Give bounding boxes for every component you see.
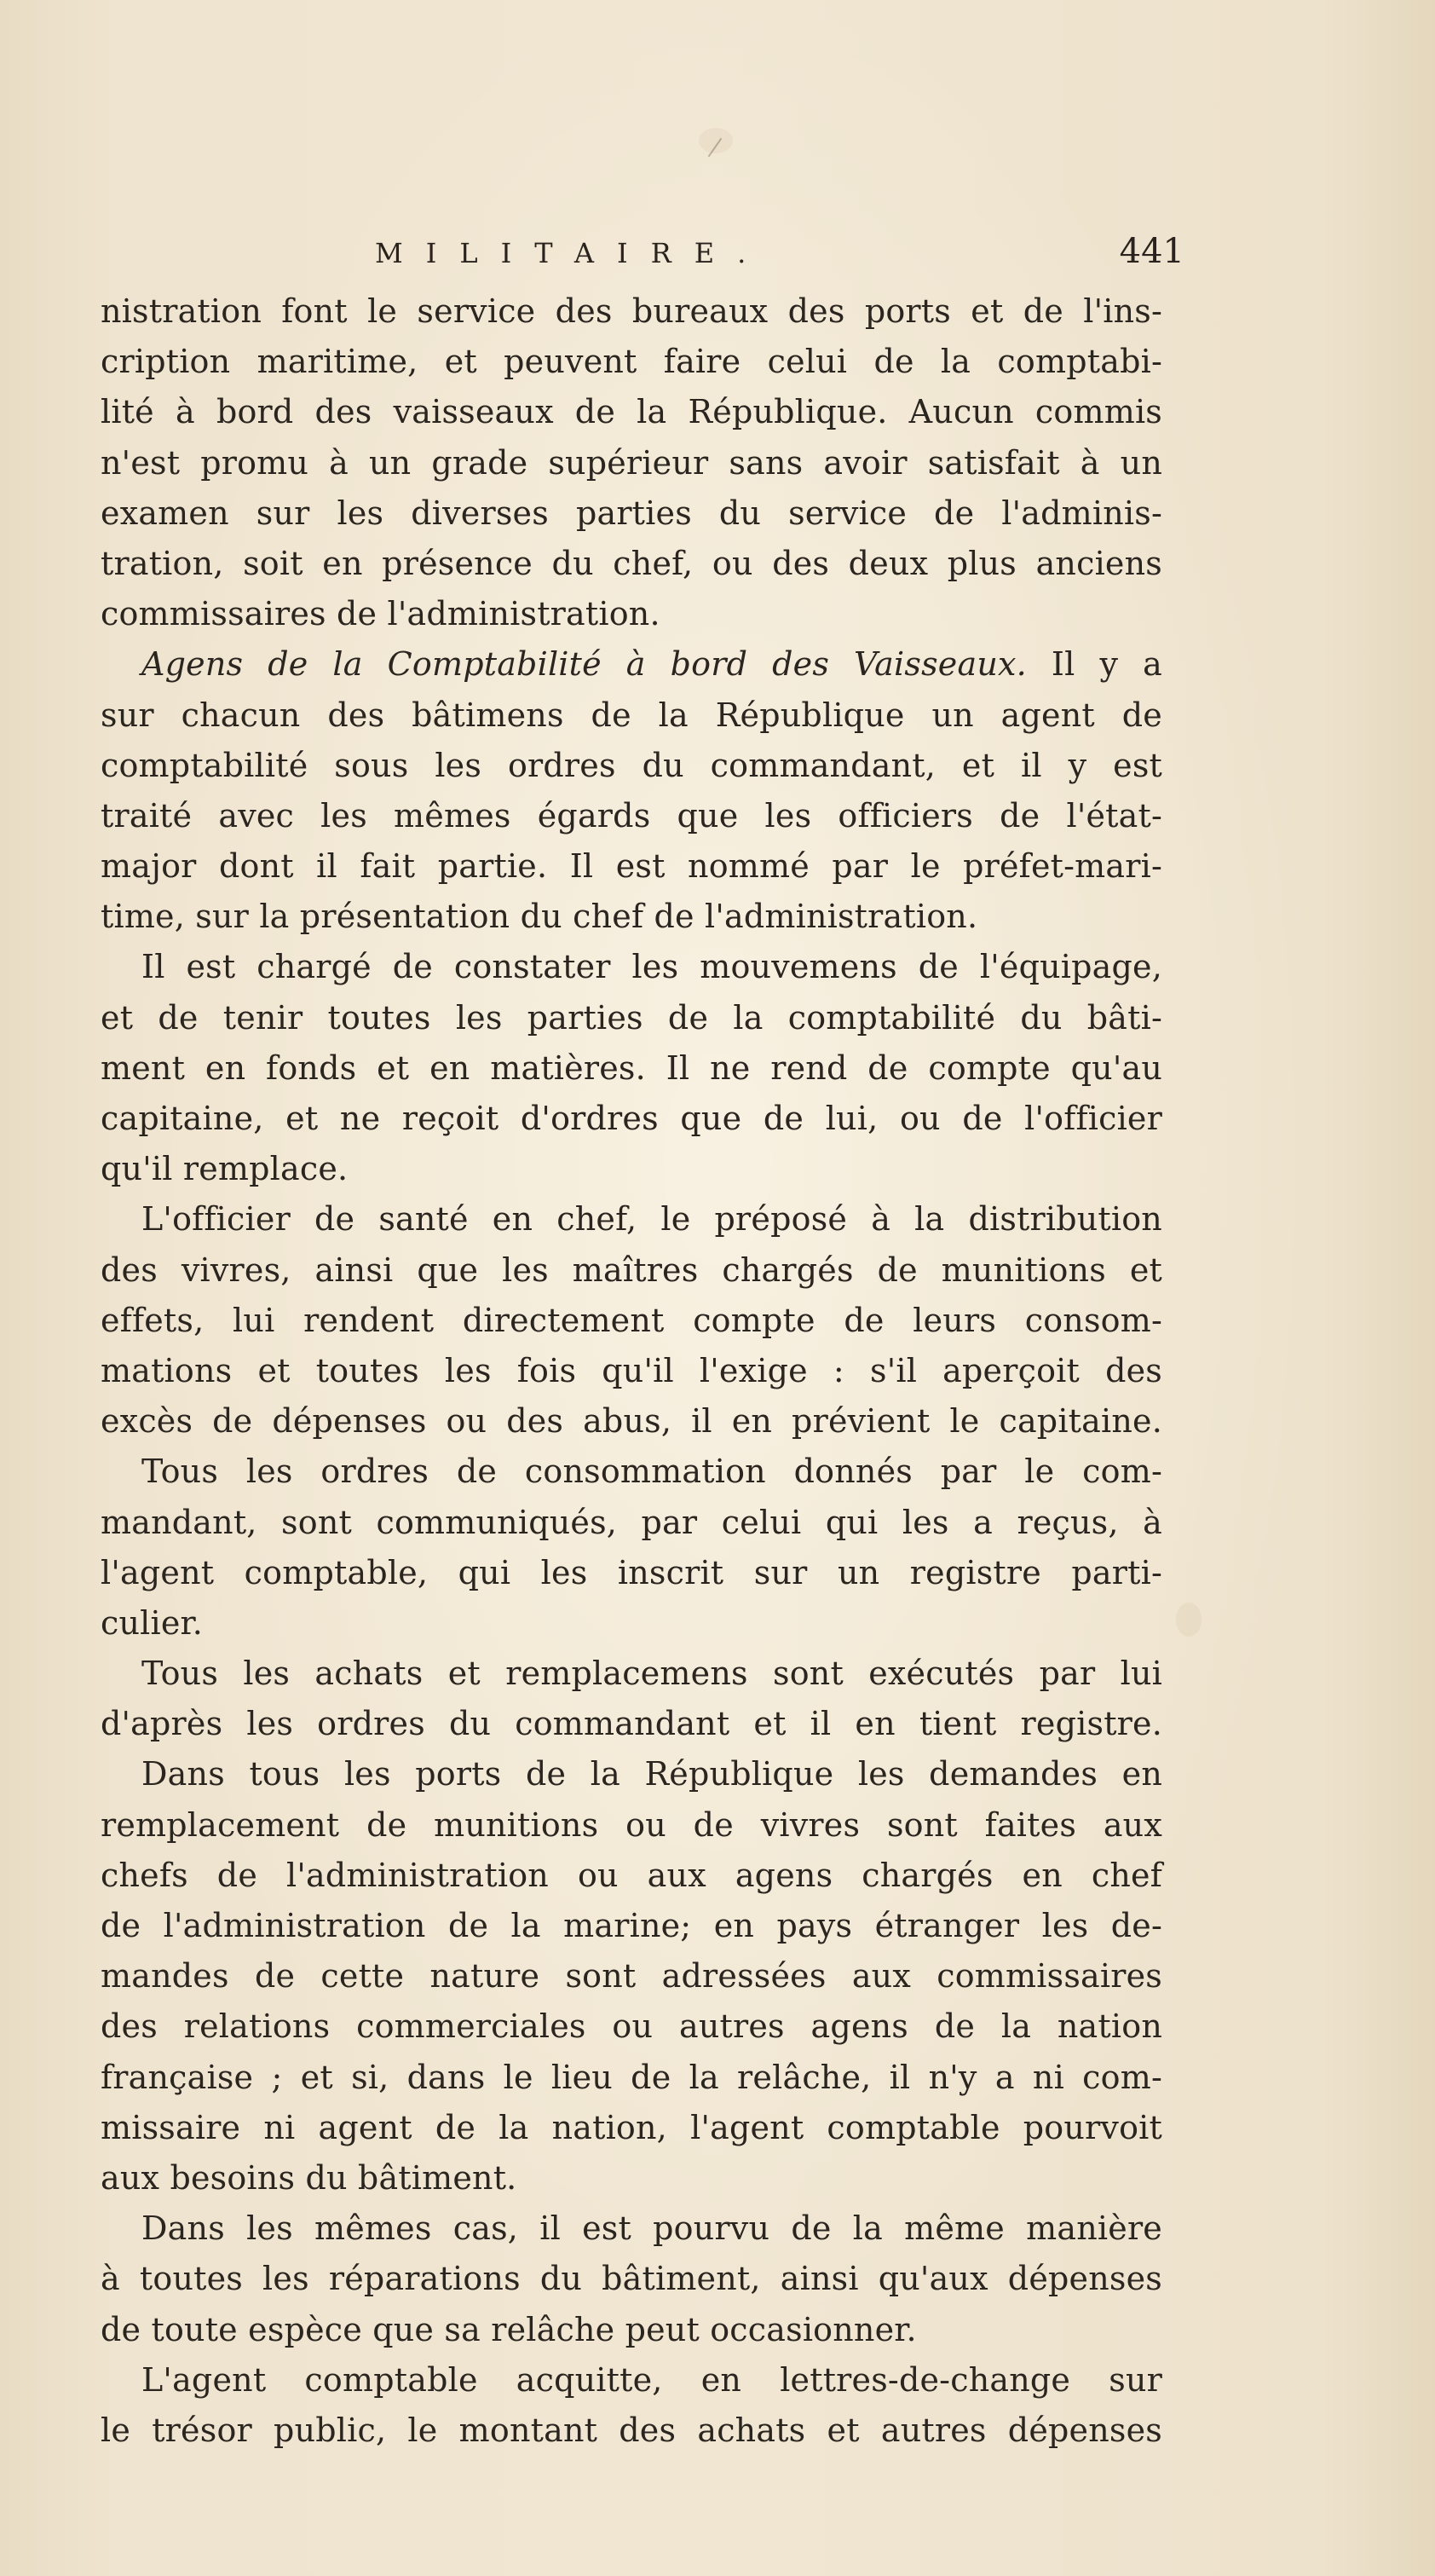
text-line: [101, 1396, 1162, 1447]
text-line: [101, 1498, 1162, 1548]
text-line: [101, 2053, 1162, 2103]
line-text: remplacement de munitions ou de vivres sont faites aux: [101, 1805, 1162, 1844]
text-line: [101, 1749, 1162, 1799]
body-text: [101, 286, 1162, 2456]
line-text: time, sur la présentation du chef de l'administration.: [101, 898, 978, 936]
line-text: Tous les achats et remplacemens sont exécutés par lui: [141, 1655, 1162, 1693]
line-text: Tous les ordres de consommation donnés par le com-: [141, 1453, 1162, 1491]
line-text: comptabilité sous les ordres du commandant, et il y est: [101, 746, 1162, 784]
text-line: [101, 1598, 1162, 1649]
text-line: [101, 1699, 1162, 1749]
line-text: et de tenir toutes les parties de la comptabilité du bâti-: [101, 998, 1162, 1037]
text-line: [101, 791, 1162, 841]
text-line: [101, 1800, 1162, 1851]
line-text: culier.: [101, 1603, 204, 1642]
line-text: d'après les ordres du commandant et il en tient registre.: [101, 1705, 1162, 1743]
text-line: [101, 539, 1162, 589]
text-line: [101, 690, 1162, 741]
line-text: L'agent comptable acquitte, en lettres-de-change sur: [141, 2360, 1162, 2399]
line-text: effets, lui rendent directement compte de leurs consom-: [101, 1301, 1162, 1339]
line-text: sur chacun des bâtimens de la République un agent de: [101, 696, 1162, 734]
paper-stain: [699, 128, 733, 153]
line-text: chefs de l'administration ou aux agens chargés en chef: [101, 1856, 1162, 1894]
line-text: tration, soit en présence du chef, ou des deux plus anciens: [101, 544, 1162, 582]
text-line: [101, 2305, 1162, 2355]
text-line: [101, 1296, 1162, 1346]
line-text: nistration font le service des bureaux des ports et de l'ins-: [101, 292, 1162, 330]
line-text: capitaine, et ne reçoit d'ordres que de lui, ou de l'officier: [101, 1100, 1162, 1137]
line-text: ment en fonds et en matières. Il ne rend de compte qu'au: [101, 1048, 1162, 1087]
line-text: qu'il remplace.: [101, 1150, 349, 1188]
text-line: [101, 1245, 1162, 1296]
line-text: Il y a: [1026, 645, 1162, 684]
line-text: n'est promu à un grade supérieur sans avoir satisfait à un: [101, 443, 1162, 482]
text-line: [101, 438, 1162, 488]
text-line: [101, 2103, 1162, 2153]
line-text: l'agent comptable, qui les inscrit sur un registre parti-: [101, 1553, 1162, 1591]
text-line: [101, 2001, 1162, 2052]
text-line: [101, 286, 1162, 337]
text-line: [101, 1548, 1162, 1598]
line-text: des relations commerciales ou autres agens de la nation: [101, 2007, 1162, 2046]
text-line: [101, 741, 1162, 791]
line-text: mandes de cette nature sont adressées aux commissaires: [101, 1957, 1162, 1996]
text-line: [101, 1043, 1162, 1094]
text-line: [101, 1447, 1162, 1497]
text-line: [101, 942, 1162, 992]
line-text: mations et toutes les fois qu'il l'exige : s'il aperçoit des: [101, 1351, 1162, 1389]
line-text: Dans les mêmes cas, il est pourvu de la même manière: [141, 2209, 1162, 2248]
section-heading: Agens de la Comptabilité à bord des Vaisseaux.: [141, 645, 1027, 684]
line-text: commissaires de l'administration.: [101, 595, 660, 633]
text-line: [101, 1851, 1162, 1901]
line-text: le trésor public, le montant des achats et autres dépenses: [101, 2411, 1162, 2449]
text-line: [101, 841, 1162, 892]
line-text: Il est chargé de constater les mouvemens de l'équipage,: [141, 948, 1162, 986]
line-text: de toute espèce que sa relâche peut occasionner.: [101, 2310, 917, 2348]
text-line: [101, 639, 1162, 690]
line-text: major dont il fait partie. Il est nommé par le préfet-mari-: [101, 847, 1162, 886]
running-head: [375, 232, 1184, 288]
line-text: des vivres, ainsi que les maîtres chargés de munitions et: [101, 1250, 1162, 1289]
text-line: [101, 993, 1162, 1043]
line-text: à toutes les réparations du bâtiment, ainsi qu'aux dépenses: [101, 2260, 1162, 2298]
line-text: examen sur les diverses parties du service de l'adminis-: [101, 494, 1162, 532]
text-line: [101, 2406, 1162, 2456]
text-line: [101, 2203, 1162, 2254]
page-number: 441: [1119, 232, 1184, 271]
line-text: française ; et si, dans le lieu de la relâche, il n'y a ni com-: [101, 2058, 1162, 2096]
text-line: [101, 488, 1162, 539]
text-line: [101, 2254, 1162, 2304]
line-text: excès de dépenses ou des abus, il en prévient le capitaine.: [101, 1402, 1162, 1441]
text-line: [101, 1144, 1162, 1194]
text-line: [101, 387, 1162, 437]
text-line: [101, 1194, 1162, 1245]
text-line: [101, 2153, 1162, 2203]
line-text: lité à bord des vaisseaux de la République. Aucun commis: [101, 393, 1162, 431]
line-text: missaire ni agent de la nation, l'agent comptable pourvoit: [101, 2108, 1162, 2146]
text-line: [101, 1346, 1162, 1396]
text-line: [101, 337, 1162, 387]
text-line: [101, 2355, 1162, 2406]
line-text: mandant, sont communiqués, par celui qui les a reçus, à: [101, 1503, 1162, 1541]
text-line: [101, 892, 1162, 942]
text-line: [101, 1649, 1162, 1699]
text-line: [101, 589, 1162, 639]
text-line: [101, 1901, 1162, 1951]
line-text: Dans tous les ports de la République les demandes en: [141, 1755, 1162, 1793]
line-text: cription maritime, et peuvent faire celui de la comptabi-: [101, 343, 1162, 381]
text-line: [101, 1951, 1162, 2001]
line-text: traité avec les mêmes égards que les officiers de l'état-: [101, 796, 1162, 835]
text-line: [101, 1094, 1162, 1144]
line-text: aux besoins du bâtiment.: [101, 2158, 517, 2197]
line-text: L'officier de santé en chef, le préposé à la distribution: [141, 1200, 1162, 1239]
paper-stain: [1176, 1603, 1202, 1637]
running-title: MILITAIRE.: [375, 237, 769, 269]
line-text: de l'administration de la marine; en pays étranger les de-: [101, 1907, 1162, 1944]
